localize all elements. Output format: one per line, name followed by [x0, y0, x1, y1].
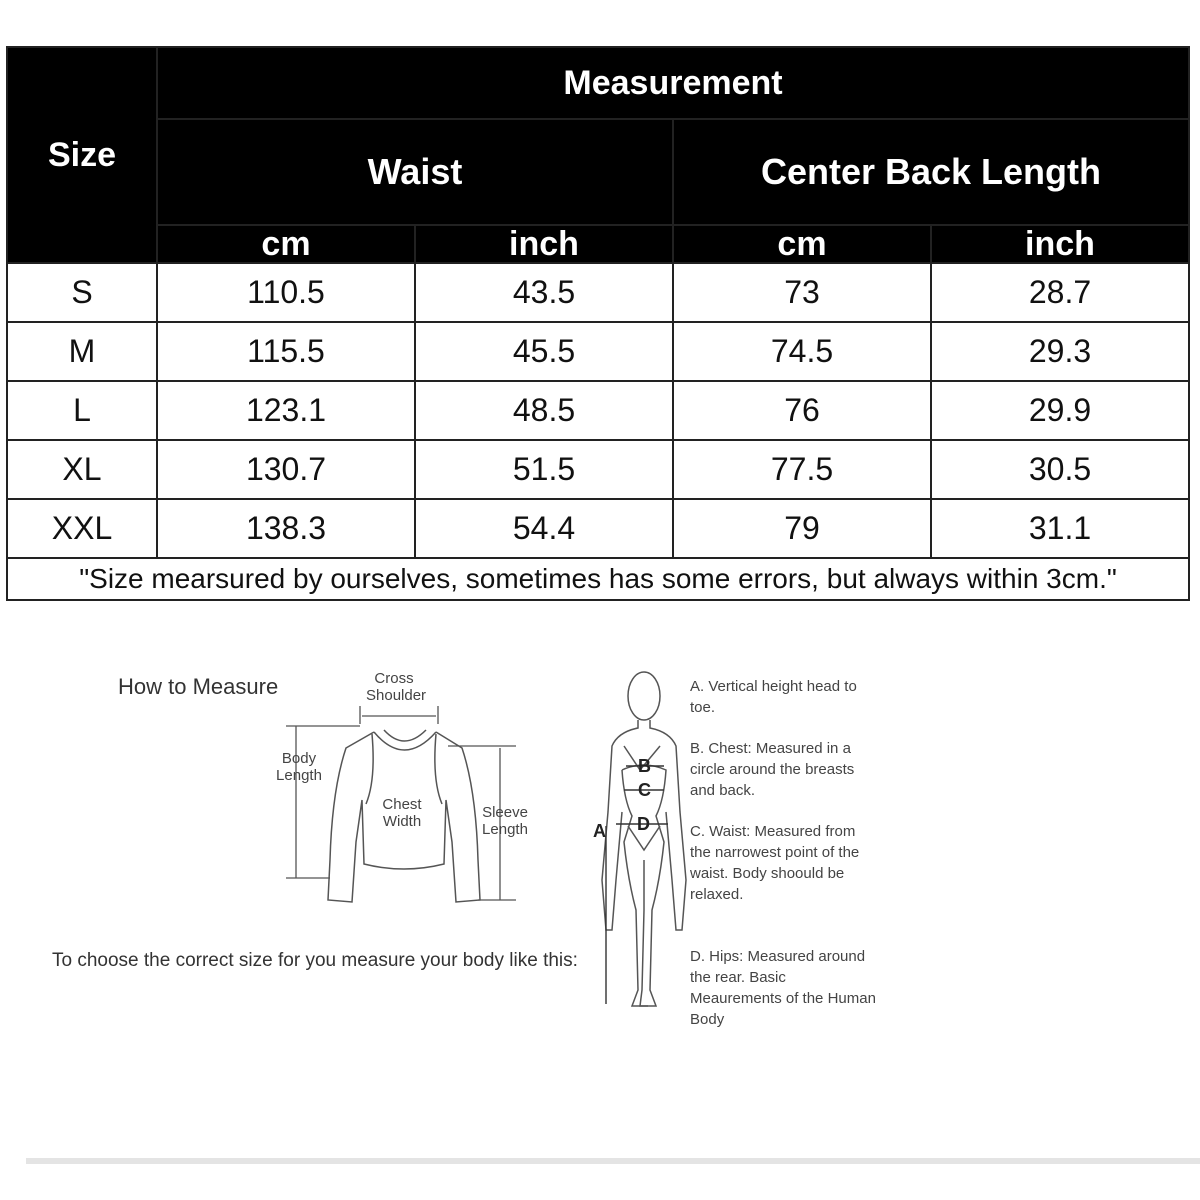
letter-a-marker: A	[593, 821, 606, 841]
value-cell: 31.1	[931, 499, 1189, 558]
sleeve-length-label: Sleeve Length	[482, 804, 528, 838]
value-cell: 29.3	[931, 322, 1189, 381]
size-cell: M	[7, 322, 157, 381]
unit-header: cm	[673, 225, 931, 263]
letter-b-marker: B	[638, 756, 651, 776]
waist-header: Waist	[157, 119, 673, 225]
size-cell: S	[7, 263, 157, 322]
cross-shoulder-label: Cross Shoulder	[366, 670, 427, 704]
description-d: D. Hips: Measured around the rear. Basic Meaurements of the Human Body	[690, 948, 876, 1028]
description-a: A. Vertical height head to toe.	[690, 678, 857, 716]
unit-header: cm	[157, 225, 415, 263]
body-figure-drawing	[602, 672, 686, 1006]
value-cell: 51.5	[415, 440, 673, 499]
letter-d-marker: D	[637, 814, 650, 834]
center-back-length-header: Center Back Length	[673, 119, 1189, 225]
value-cell: 76	[673, 381, 931, 440]
measurement-header: Measurement	[157, 47, 1189, 119]
value-cell: 28.7	[931, 263, 1189, 322]
value-cell: 54.4	[415, 499, 673, 558]
body-length-label: Body Length	[276, 750, 322, 784]
chest-width-label: Chest Width	[382, 796, 422, 830]
unit-header: inch	[415, 225, 673, 263]
value-cell: 130.7	[157, 440, 415, 499]
value-cell: 30.5	[931, 440, 1189, 499]
value-cell: 123.1	[157, 381, 415, 440]
value-cell: 110.5	[157, 263, 415, 322]
description-b: B. Chest: Measured in a circle around the breasts and back.	[690, 740, 855, 799]
letter-c-marker: C	[638, 780, 651, 800]
value-cell: 74.5	[673, 322, 931, 381]
value-cell: 77.5	[673, 440, 931, 499]
value-cell: 45.5	[415, 322, 673, 381]
value-cell: 29.9	[931, 381, 1189, 440]
value-cell: 79	[673, 499, 931, 558]
measurement-note: "Size mearsured by ourselves, sometimes has some errors, but always within 3cm."	[7, 558, 1189, 600]
measure-instruction: To choose the correct size for you measure your body like this:	[52, 950, 578, 971]
value-cell: 48.5	[415, 381, 673, 440]
unit-header: inch	[931, 225, 1189, 263]
size-header: Size	[7, 47, 157, 263]
size-cell: L	[7, 381, 157, 440]
value-cell: 43.5	[415, 263, 673, 322]
value-cell: 115.5	[157, 322, 415, 381]
how-to-measure-title: How to Measure	[118, 674, 279, 699]
value-cell: 73	[673, 263, 931, 322]
bottom-divider	[26, 1158, 1200, 1164]
size-cell: XXL	[7, 499, 157, 558]
description-c: C. Waist: Measured from the narrowest point of the waist. Body shoould be relaxed.	[690, 823, 860, 903]
size-cell: XL	[7, 440, 157, 499]
value-cell: 138.3	[157, 499, 415, 558]
